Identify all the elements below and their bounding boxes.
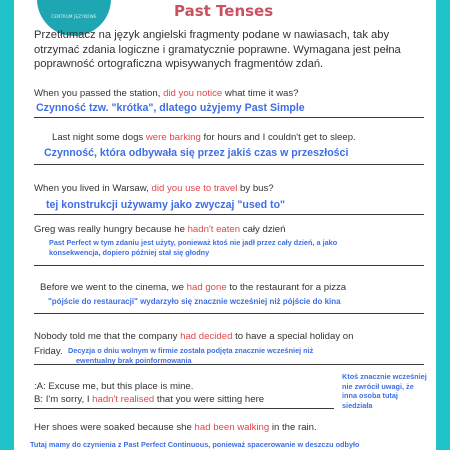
explanation-8: Tutaj mamy do czynienia z Past Perfect Continuous, ponieważ spacerowanie w deszczu odbyło bbox=[30, 440, 360, 449]
answer-line-7 bbox=[34, 408, 334, 409]
explanation-3: tej konstrukcji używamy jako zwyczaj "used to" bbox=[46, 199, 286, 211]
explanation-7: Ktoś znacznie wcześniej nie zwrócił uwagi, że inna osoba tutaj siedziała bbox=[342, 372, 427, 410]
answer-phrase-7: hadn't realised bbox=[92, 394, 155, 405]
answer-phrase-3: did you use to travel bbox=[151, 183, 238, 194]
answer-phrase-5: had gone bbox=[186, 282, 227, 293]
instructions: Przetłumacz na język angielski fragmenty podane w nawiasach, tak aby otrzymać zdania logiczne i gramatycznie poprawne. Wymagana jest pełna poprawność ortograficzna wpisywanych fragmentów zdań. bbox=[34, 29, 401, 70]
explanation-1: Czynność tzw. "krótka", dlatego użyjemy Past Simple bbox=[36, 102, 305, 114]
explanation-2: Czynność, która odbywała się przez jakiś czas w przeszłości bbox=[44, 147, 349, 159]
explanation-5: "pójście do restauracji" wydarzyło się znacznie wcześniej niż pójście do kina bbox=[48, 297, 341, 306]
answer-line-4 bbox=[34, 265, 424, 266]
sentence-3: When you lived in Warsaw, did you use to travel by bus? bbox=[34, 183, 274, 194]
sentence-6: Nobody told me that the company had decided to have a special holiday on bbox=[34, 331, 354, 342]
dialogue-line-a: :A: Excuse me, but this place is mine. bbox=[34, 381, 194, 392]
answer-line-2 bbox=[34, 164, 424, 165]
explanation-4: Past Perfect w tym zdaniu jest użyty, ponieważ ktoś nie jadł przez cały dzień, a jako konsekwencja, dopiero później stał się głodny bbox=[49, 238, 338, 257]
sentence-6-line-2: Friday. bbox=[34, 346, 63, 357]
answer-phrase-8: had been walking bbox=[194, 422, 270, 433]
worksheet bbox=[14, 0, 436, 450]
answer-phrase-2: were barking bbox=[145, 132, 201, 143]
answer-line-3 bbox=[34, 214, 424, 215]
answer-line-1 bbox=[34, 117, 424, 118]
explanation-6: Decyzja o dniu wolnym w firmie została podjęta znacznie wcześniej niż ewentualny brak poinformowania bbox=[68, 346, 314, 365]
answer-phrase-6: had decided bbox=[180, 331, 233, 342]
answer-line-5 bbox=[34, 313, 424, 314]
answer-line-6 bbox=[34, 364, 424, 365]
page-title: Past Tenses bbox=[174, 2, 274, 20]
answer-phrase-4: hadn't eaten bbox=[187, 224, 241, 235]
answer-phrase-1: did you notice bbox=[163, 88, 223, 99]
sentence-4: Greg was really hungry because he hadn't eaten cały dzień bbox=[34, 224, 286, 235]
logo-text: CENTRUM JĘZYKOWE bbox=[51, 14, 97, 19]
sentence-7: B: I'm sorry, I hadn't realised that you were sitting here bbox=[34, 394, 265, 405]
sentence-2: Last night some dogs were barking for hours and I couldn't get to sleep. bbox=[52, 132, 356, 143]
sentence-1: When you passed the station, did you notice what time it was? bbox=[34, 88, 299, 99]
sentence-8: Her shoes were soaked because she had been walking in the rain. bbox=[34, 422, 317, 433]
sentence-5: Before we went to the cinema, we had gone to the restaurant for a pizza bbox=[40, 282, 347, 293]
